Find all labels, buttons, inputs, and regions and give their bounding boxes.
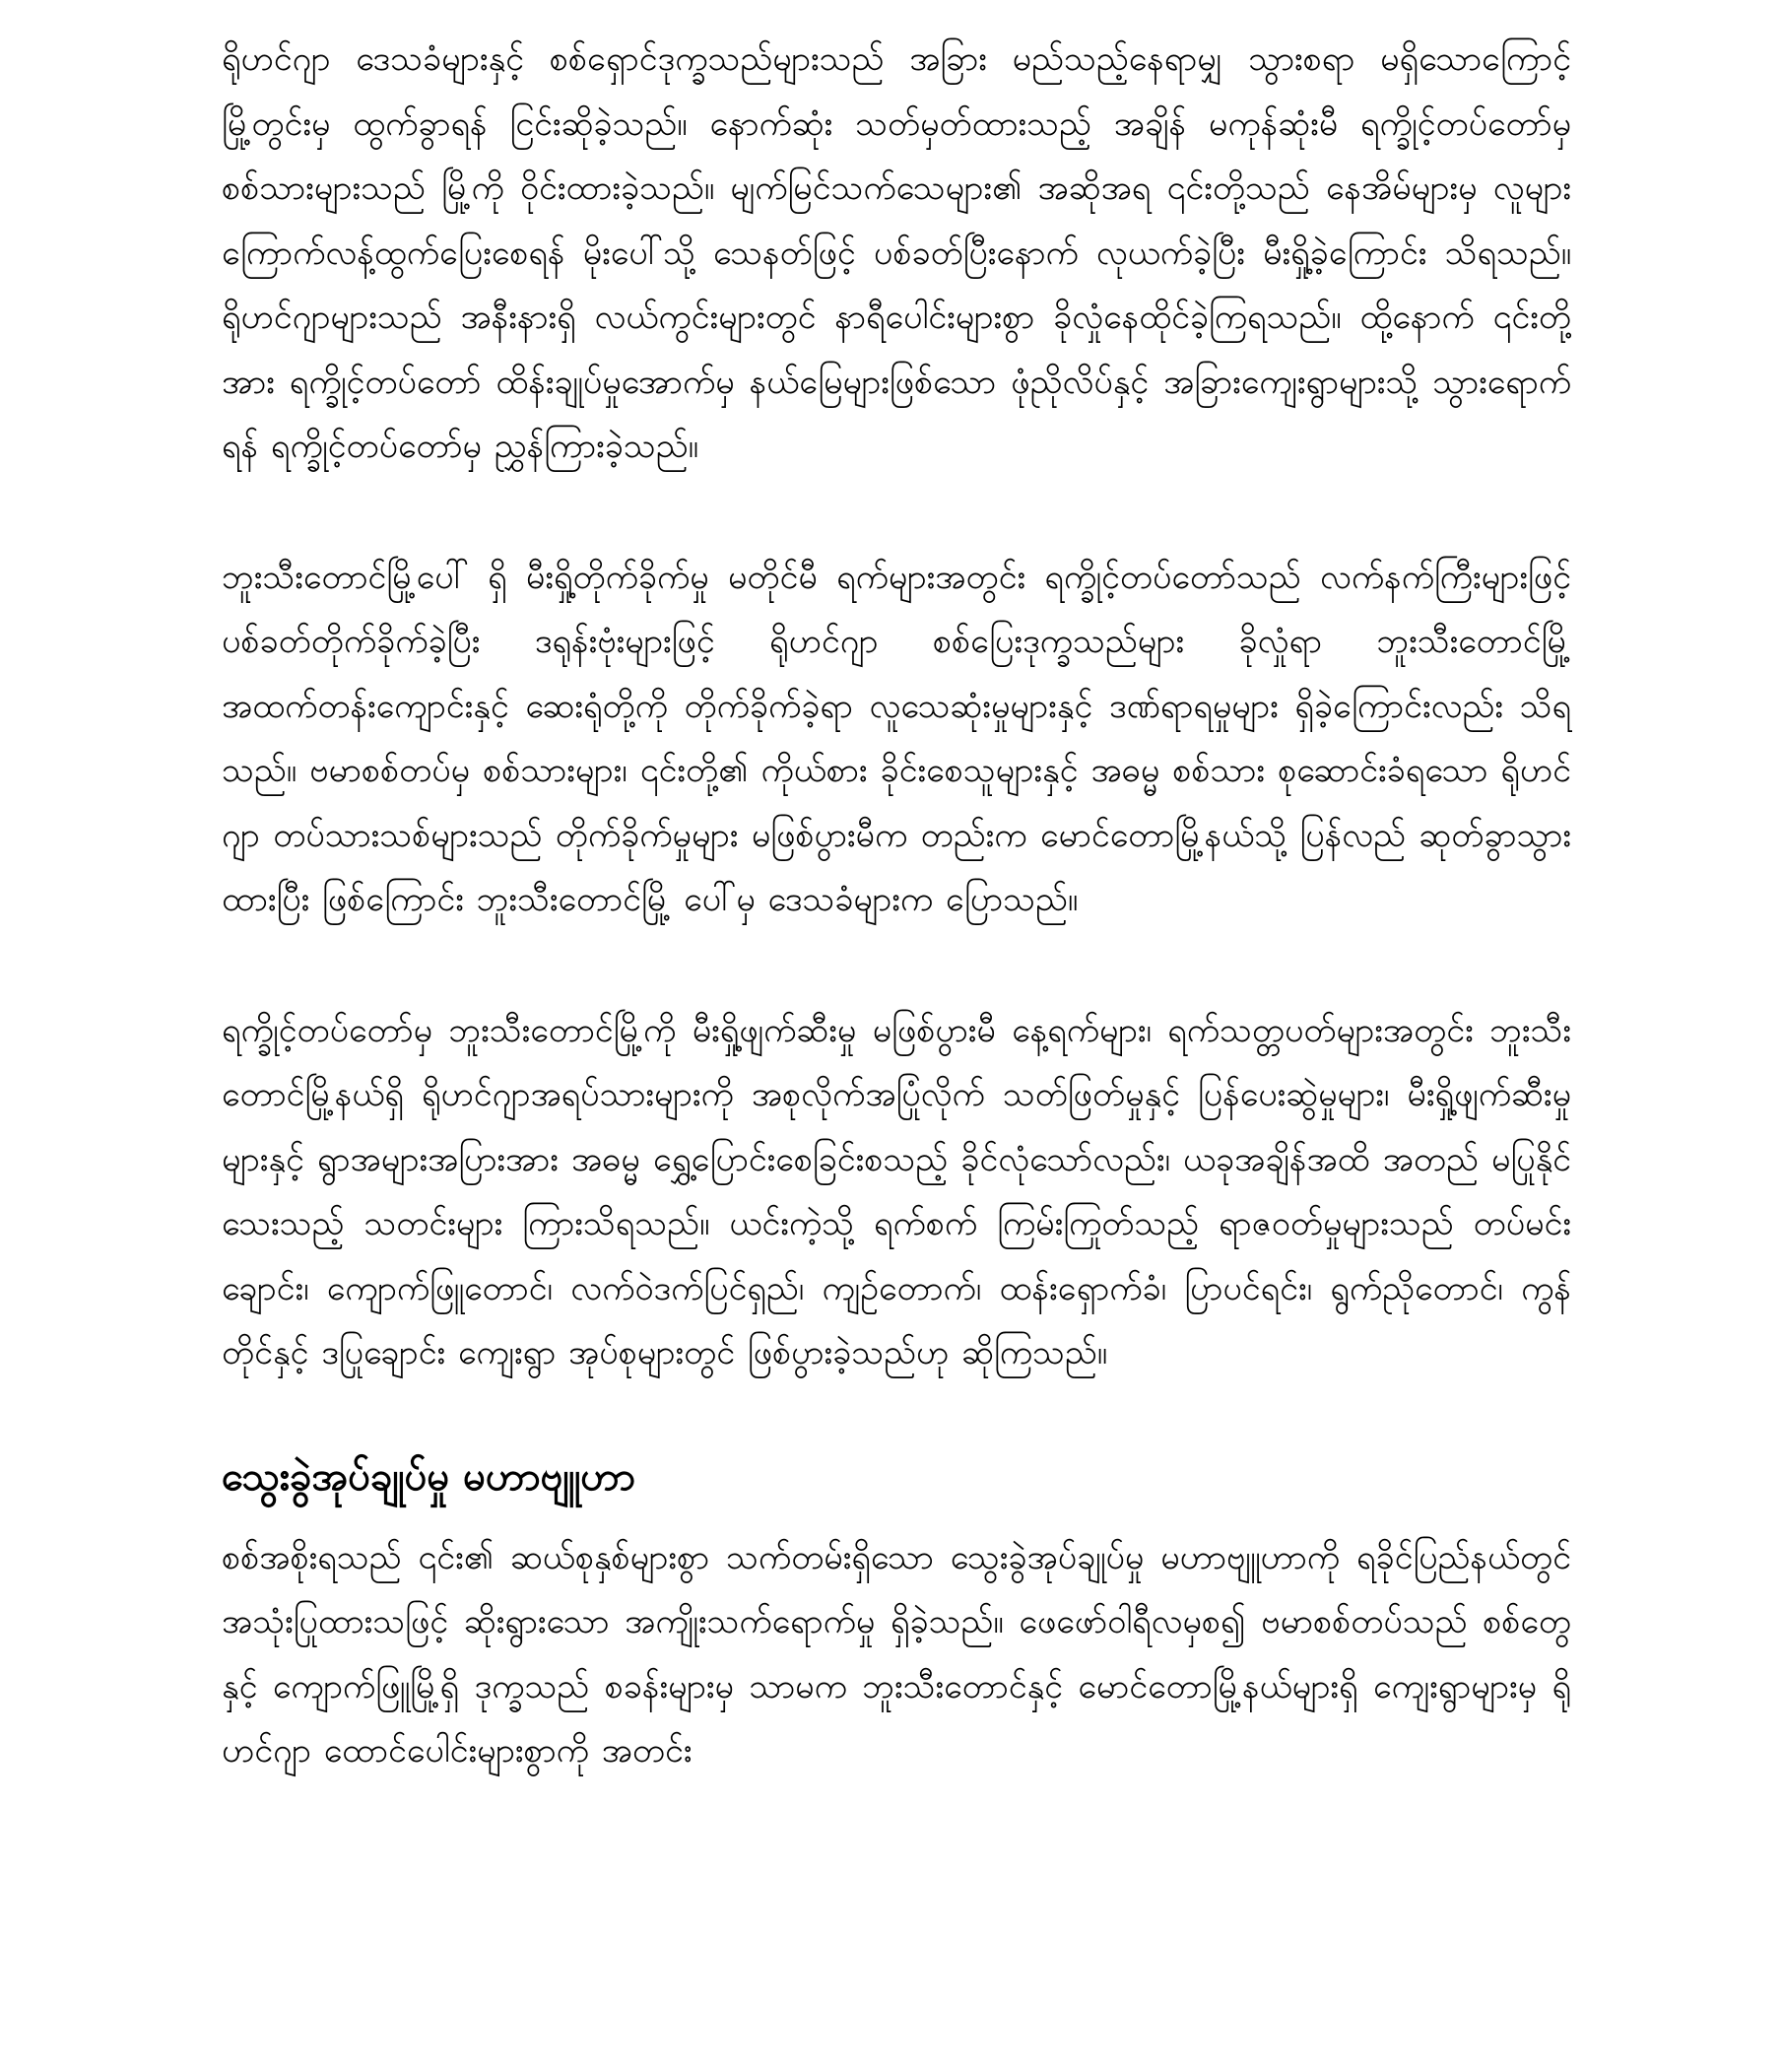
paragraph-1: ရိုဟင်ဂျာ ဒေသခံများနှင့် စစ်ရှောင်ဒုက္ခသည်များသည် အခြား မည်သည့်နေရာမျှ သွားစရာ မရှိသောကြောင့် မြို့တွင်းမှ ထွက်ခွာရန် ငြင်းဆိုခဲ့သည်။ နောက်ဆုံး သတ်မှတ်ထားသည့် အချိန် မကုန်ဆုံးမီ ရက္ခိုင့်တပ်တော်မှ စစ်သားများသည် မြို့ကို ဝိုင်းထားခဲ့သည်။ မျက်မြင်သက်သေများ၏ အဆိုအရ ၎င်းတို့သည် နေအိမ်များမှ လူများ ကြောက်လန့်ထွက်ပြေးစေရန် မိုးပေါ်သို့ သေနတ်ဖြင့် ပစ်ခတ်ပြီးနောက် လုယက်ခဲ့ပြီး မီးရှို့ခဲ့ကြောင်း သိရသည်။ ရိုဟင်ဂျာများသည် အနီးနားရှိ လယ်ကွင်းများတွင် နာရီပေါင်းများစွာ ခိုလှုံနေထိုင်ခဲ့ကြရသည်။ ထို့နောက် ၎င်းတို့အား ရက္ခိုင့်တပ်တော် ထိန်းချုပ်မှုအောက်မှ နယ်မြေများဖြစ်သော ဖုံညိုလိပ်နှင့် အခြားကျေးရွာများသို့ သွားရောက်ရန် ရက္ခိုင့်တပ်တော်မှ ညွှန်ကြားခဲ့သည်။ (222, 39, 1571, 466)
paragraph-3: ရက္ခိုင့်တပ်တော်မှ ဘူးသီးတောင်မြို့ကို မီးရှို့ဖျက်ဆီးမှု မဖြစ်ပွားမီ နေ့ရက်များ၊ ရက်သတ္တပတ်များအတွင်း ဘူးသီးတောင်မြို့နယ်ရှိ ရိုဟင်ဂျာအရပ်သားများကို အစုလိုက်အပြုံလိုက် သတ်ဖြတ်မှုနှင့် ပြန်ပေးဆွဲမှုများ၊ မီးရှို့ဖျက်ဆီးမှုများနှင့် ရွာအများအပြားအား အဓမ္မ ရွှေ့ပြောင်းစေခြင်းစသည့် ခိုင်လုံသော်လည်း၊ ယခုအချိန်အထိ အတည် မပြုနိုင်သေးသည့် သတင်းများ ကြားသိရသည်။ ယင်းကဲ့သို့ ရက်စက် ကြမ်းကြုတ်သည့် ရာဇဝတ်မှုများသည် တပ်မင်းချောင်း၊ ကျောက်ဖြူတောင်၊ လက်ဝဲဒက်ပြင်ရှည်၊ ကျဉ်တောက်၊ ထန်းရှောက်ခံ၊ ပြာပင်ရင်း၊ ရွက်ညိုတောင်၊ ကွန်တိုင်နှင့် ဒပြုချောင်း ကျေးရွာ အုပ်စုများတွင် ဖြစ်ပွားခဲ့သည်ဟု ဆိုကြသည်။ (222, 1010, 1571, 1372)
document-page (222, 28, 1571, 1784)
paragraph-2: ဘူးသီးတောင်မြို့ပေါ် ရှိ မီးရှို့တိုက်ခိုက်မှု မတိုင်မီ ရက်များအတွင်း ရက္ခိုင့်တပ်တော်သည် လက်နက်ကြီးများဖြင့် ပစ်ခတ်တိုက်ခိုက်ခဲ့ပြီး ဒရုန်းဗုံးများဖြင့် ရိုဟင်ဂျာ စစ်ပြေးဒုက္ခသည်များ ခိုလှုံရာ ဘူးသီးတောင်မြို့ အထက်တန်းကျောင်းနှင့် ဆေးရုံတို့ကို တိုက်ခိုက်ခဲ့ရာ လူသေဆုံးမှုများနှင့် ဒဏ်ရာရမှုများ ရှိခဲ့ကြောင်းလည်း သိရသည်။ ဗမာစစ်တပ်မှ စစ်သားများ၊ ၎င်းတို့၏ ကိုယ်စား ခိုင်းစေသူများနှင့် အဓမ္မ စစ်သား စုဆောင်းခံရသော ရိုဟင်ဂျာ တပ်သားသစ်များသည် တိုက်ခိုက်မှုများ မဖြစ်ပွားမီက တည်းက မောင်တောမြို့နယ်သို့ ပြန်လည် ဆုတ်ခွာသွားထားပြီး ဖြစ်ကြောင်း ဘူးသီးတောင်မြို့ ပေါ်မှ ဒေသခံများက ပြောသည်။ (222, 557, 1571, 919)
section-paragraph: စစ်အစိုးရသည် ၎င်း၏ ဆယ်စုနှစ်များစွာ သက်တမ်းရှိသော သွေးခွဲအုပ်ချုပ်မှု မဟာဗျူဟာကို ရခိုင်ပြည်နယ်တွင် အသုံးပြုထားသဖြင့် ဆိုးရွားသော အကျိုးသက်ရောက်မှု ရှိခဲ့သည်။ ဖေဖော်ဝါရီလမှစ၍ ဗမာစစ်တပ်သည် စစ်တွေနှင့် ကျောက်ဖြူမြို့ရှိ ဒုက္ခသည် စခန်းများမှ သာမက ဘူးသီးတောင်နှင့် မောင်တောမြို့နယ်များရှိ ကျေးရွာများမှ ရိုဟင်ဂျာ ထောင်ပေါင်းများစွာကို အတင်း (222, 1537, 1571, 1771)
section-heading: သွေးခွဲအုပ်ချုပ်မှု မဟာဗျူဟာ (222, 1453, 635, 1500)
